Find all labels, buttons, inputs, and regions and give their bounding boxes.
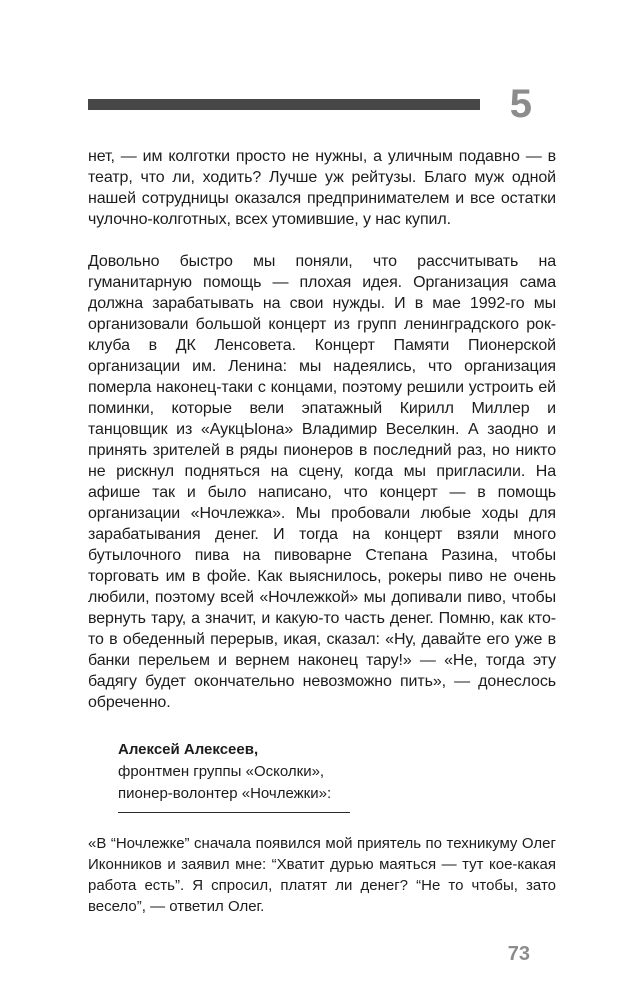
- chapter-number: 5: [509, 82, 532, 126]
- quote-paragraph: «В “Ночлежке” сначала появился мой приятель по техникуму Олег Иконников и заявил мне: “Хватит дурью маяться — тут кое-какая работа есть”. Я спросил, платят ли денег? “Не то чтобы, зато весело”, — ответил Олег.: [88, 835, 556, 915]
- body-paragraph-1: нет, — им колготки просто не нужны, а уличным подавно — в театр, что ли, ходить? Лучше уж рейтузы. Благо муж одной нашей сотрудницы оказался предпринимателем и все остатки чулочно-колготных, всех утомившие, у нас купил.: [88, 148, 556, 228]
- chapter-header: [88, 84, 556, 124]
- page-number: 73: [507, 943, 530, 965]
- attribution-rule: [118, 812, 350, 813]
- body-paragraph-2: Довольно быстро мы поняли, что рассчитывать на гуманитарную помощь — плохая идея. Организация сама должна зарабатывать на свои нужды. И в мае 1992-го мы организовали большой концерт из групп ленинградского рок-клуба в ДК Ленсовета. Концерт Памяти Пионерской организации им. Ленина: мы надеялись, что организация померла наконец-таки с концами, поэтому решили устроить ей поминки, которые вели эпатажный Кирилл Миллер и танцовщик из «АукцЫона» Владимир Веселкин. А заодно и принять зрителей в ряды пионеров в последний раз, но никто не рискнул подняться на сцену, когда мы пригласили. На афише так и было написано, что концерт — в помощь организации «Ночлежка». Мы пробовали любые ходы для зарабатывания денег. И тогда на концерт взяли много бутылочного пива на пивоварне Степана Разина, чтобы торговать им в фойе. Как выяснилось, рокеры пиво не очень любили, поэтому всей «Ночлежкой» мы допивали пиво, чтобы вернуть тару, а значит, и какую-то часть денег. Помню, как кто-то в обеденный перерыв, икая, сказал: «Ну, давайте его уже в банки перельем и вернем наконец тару!» — «Не, тогда эту бадягу будет окончательно невозможно пить», — донеслось обреченно.: [88, 253, 556, 711]
- chapter-divider-bar: [88, 99, 480, 110]
- attribution-block: [118, 739, 556, 813]
- attribution-role-2: пионер-волонтер «Ночлежки»:: [118, 785, 332, 802]
- attribution-name: Алексей Алексеев,: [118, 741, 259, 758]
- attribution-role-1: фронтмен группы «Осколки»,: [118, 763, 325, 780]
